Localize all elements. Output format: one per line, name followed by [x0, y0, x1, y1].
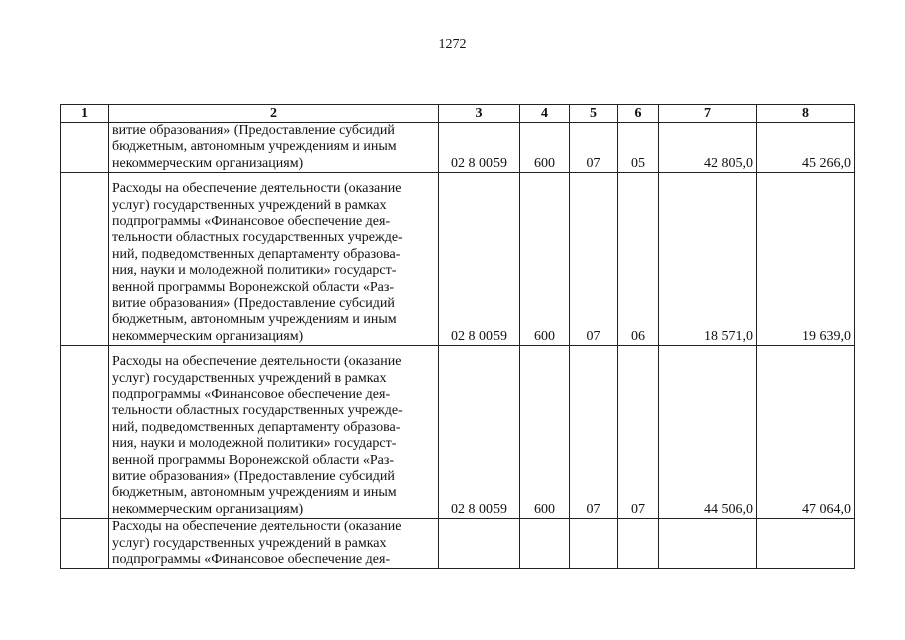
description-line: ния, науки и молодежной политики» государст-	[112, 263, 397, 279]
section-cell: 07	[570, 123, 618, 173]
header-col-5: 5	[570, 105, 618, 123]
target-article-cell: 02 8 0059	[439, 173, 520, 346]
description-line: услуг) государственных учреждений в рамках	[112, 370, 387, 386]
description-line: венной программы Воронежской области «Раз-	[112, 279, 395, 295]
section-cell: 07	[570, 173, 618, 346]
header-col-8: 8	[757, 105, 855, 123]
amount-cell-col8: 47 064,0	[757, 346, 855, 519]
table-row	[61, 346, 855, 519]
row-index-cell	[61, 123, 109, 173]
amount-cell-col7: 42 805,0	[659, 123, 757, 173]
description-line: венной программы Воронежской области «Раз-	[112, 452, 395, 468]
expense-type-cell: 600	[520, 123, 570, 173]
amount-cell-col8: 45 266,0	[757, 123, 855, 173]
description-cell	[109, 173, 439, 346]
table-row	[61, 519, 855, 569]
section-cell: 07	[570, 346, 618, 519]
description-line: бюджетным, автономным учреждениям и иным	[112, 485, 397, 501]
description-line: ния, науки и молодежной политики» государст-	[112, 436, 397, 452]
description-line: витие образования» (Предоставление субсидий	[112, 296, 395, 311]
description-line: тельности областных государственных учрежде-	[112, 403, 403, 419]
description-line: услуг) государственных учреждений в рамках	[112, 197, 387, 213]
budget-table	[60, 104, 855, 569]
subsection-cell: 07	[618, 346, 659, 519]
description-line: ний, подведомственных департаменту образова-	[112, 419, 401, 435]
description-line: Расходы на обеспечение деятельности (оказание	[112, 354, 402, 370]
description-line: некоммерческим организациям)	[112, 328, 304, 344]
header-col-7: 7	[659, 105, 757, 123]
section-cell	[570, 519, 618, 569]
expense-type-cell	[520, 519, 570, 569]
target-article-cell: 02 8 0059	[439, 346, 520, 519]
description-line: услуг) государственных учреждений в рамках	[112, 535, 387, 551]
amount-cell-col8: 19 639,0	[757, 173, 855, 346]
description-line: бюджетным, автономным учреждениям и иным	[112, 312, 397, 328]
header-col-4: 4	[520, 105, 570, 123]
header-col-2: 2	[109, 105, 439, 123]
expense-type-cell: 600	[520, 346, 570, 519]
page-number: 1272	[438, 37, 467, 52]
amount-cell-col7: 18 571,0	[659, 173, 757, 346]
amount-cell-col8	[757, 519, 855, 569]
header-row	[61, 105, 855, 123]
amount-cell-col7	[659, 519, 757, 569]
row-index-cell	[61, 346, 109, 519]
description-cell	[109, 346, 439, 519]
description-line: ний, подведомственных департаменту образова-	[112, 246, 401, 262]
target-article-cell: 02 8 0059	[439, 123, 520, 173]
header-col-6: 6	[618, 105, 659, 123]
description-line: бюджетным, автономным учреждениям и иным	[112, 139, 397, 155]
description-line: подпрограммы «Финансовое обеспечение дея-	[112, 213, 391, 229]
expense-type-cell: 600	[520, 173, 570, 346]
row-index-cell	[61, 173, 109, 346]
subsection-cell: 05	[618, 123, 659, 173]
description-line: некоммерческим организациям)	[112, 501, 304, 517]
amount-cell-col7: 44 506,0	[659, 346, 757, 519]
description-line: витие образования» (Предоставление субсидий	[112, 469, 395, 484]
description-line: тельности областных государственных учрежде-	[112, 230, 403, 246]
header-col-3: 3	[439, 105, 520, 123]
description-line: подпрограммы «Финансовое обеспечение дея-	[112, 386, 391, 402]
target-article-cell	[439, 519, 520, 569]
description-line: подпрограммы «Финансовое обеспечение дея-	[112, 552, 391, 568]
description-line: Расходы на обеспечение деятельности (оказание	[112, 181, 402, 197]
description-line: некоммерческим организациям)	[112, 155, 304, 171]
subsection-cell	[618, 519, 659, 569]
description-cell	[109, 123, 439, 173]
table-row	[61, 123, 855, 173]
description-cell	[109, 519, 439, 569]
header-col-1: 1	[61, 105, 109, 123]
table-row	[61, 173, 855, 346]
description-line: Расходы на обеспечение деятельности (оказание	[112, 519, 402, 535]
subsection-cell: 06	[618, 173, 659, 346]
row-index-cell	[61, 519, 109, 569]
description-line: витие образования» (Предоставление субсидий	[112, 123, 395, 138]
